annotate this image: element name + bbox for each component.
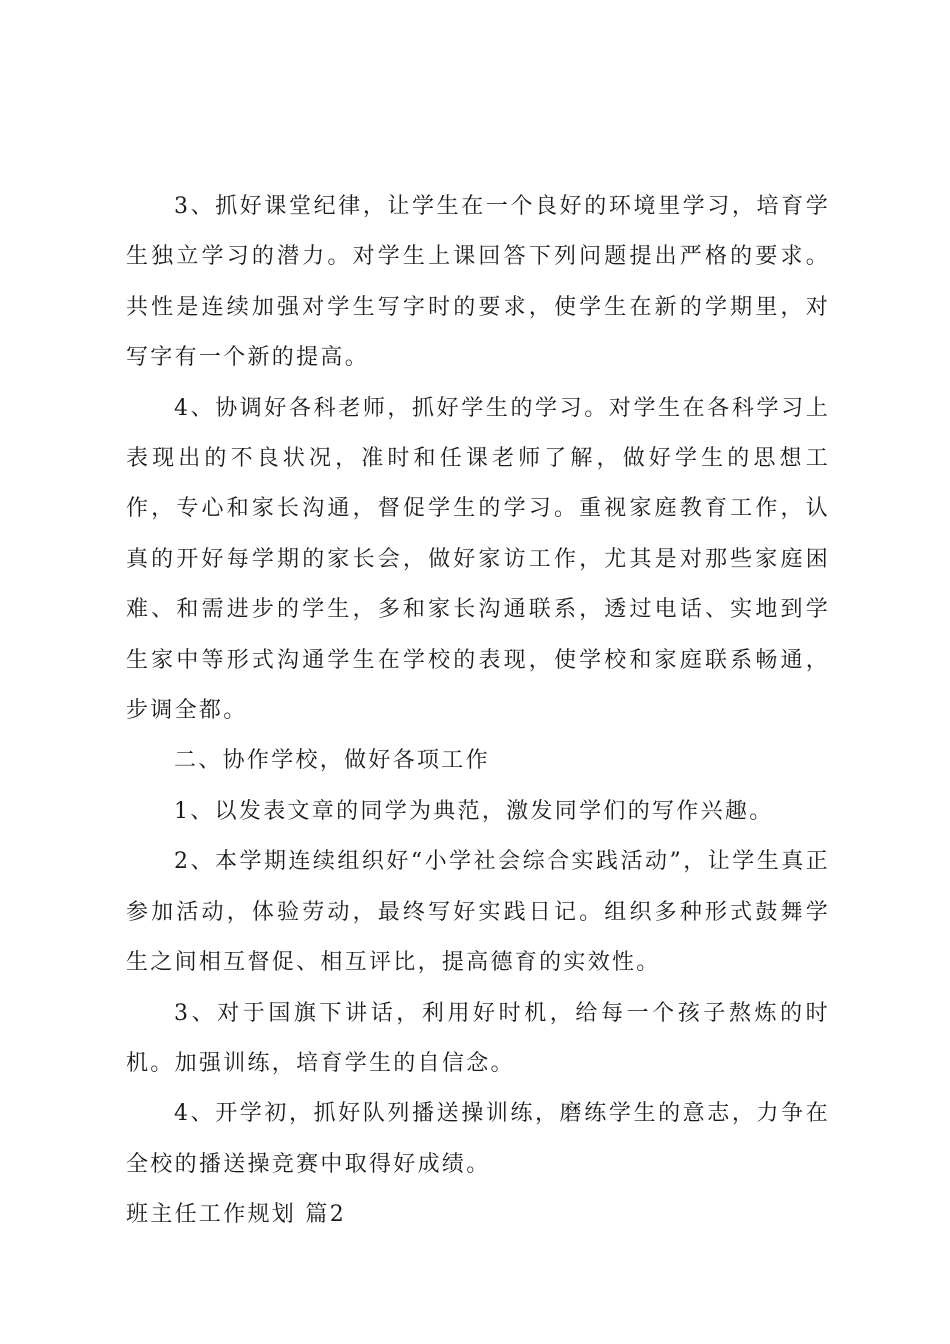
paragraph-classroom-discipline: 3、抓好课堂纪律，让学生在一个良好的环境里学习，培育学生独立学习的潜力。对学生上课回答下列问题提出严格的要求。共性是连续加强对学生写字时的要求，使学生在新的学期里，对写字有一个新的提高。 — [126, 194, 830, 371]
paragraph-practice-activity: 2、本学期连续组织好“小学社会综合实践活动”，让学生真正参加活动，体验劳动，最终写好实践日记。组织多种形式鼓舞学生之间相互督促、相互评比，提高德育的实效性。 — [126, 849, 830, 976]
paragraph-broadcast-exercise: 4、开学初，抓好队列播送操训练，磨练学生的意志，力争在全校的播送操竞赛中取得好成绩。 — [126, 1101, 830, 1177]
paragraph-writing-interest: 1、以发表文章的同学为典范，激发同学们的写作兴趣。 — [174, 798, 774, 824]
document-body — [126, 182, 830, 1241]
section-heading: 二、协作学校，做好各项工作 — [174, 748, 490, 774]
document-heading: 班主任工作规划 篇2 — [126, 1202, 346, 1228]
paragraph-coordinate-teachers: 4、协调好各科老师，抓好学生的学习。对学生在各科学习上表现出的不良状况，准时和任课老师了解，做好学生的思想工作，专心和家长沟通，督促学生的学习。重视家庭教育工作，认真的开好每学期的家长会，做好家访工作，尤其是对那些家庭困难、和需进步的学生，多和家长沟通联系，透过电话、实地到学生家中等形式沟通学生在学校的表现，使学校和家庭联系畅通，步调全都。 — [126, 395, 830, 724]
paragraph-flag-speech: 3、对于国旗下讲话，利用好时机，给每一个孩子熬炼的时机。加强训练，培育学生的自信念。 — [126, 1000, 830, 1076]
